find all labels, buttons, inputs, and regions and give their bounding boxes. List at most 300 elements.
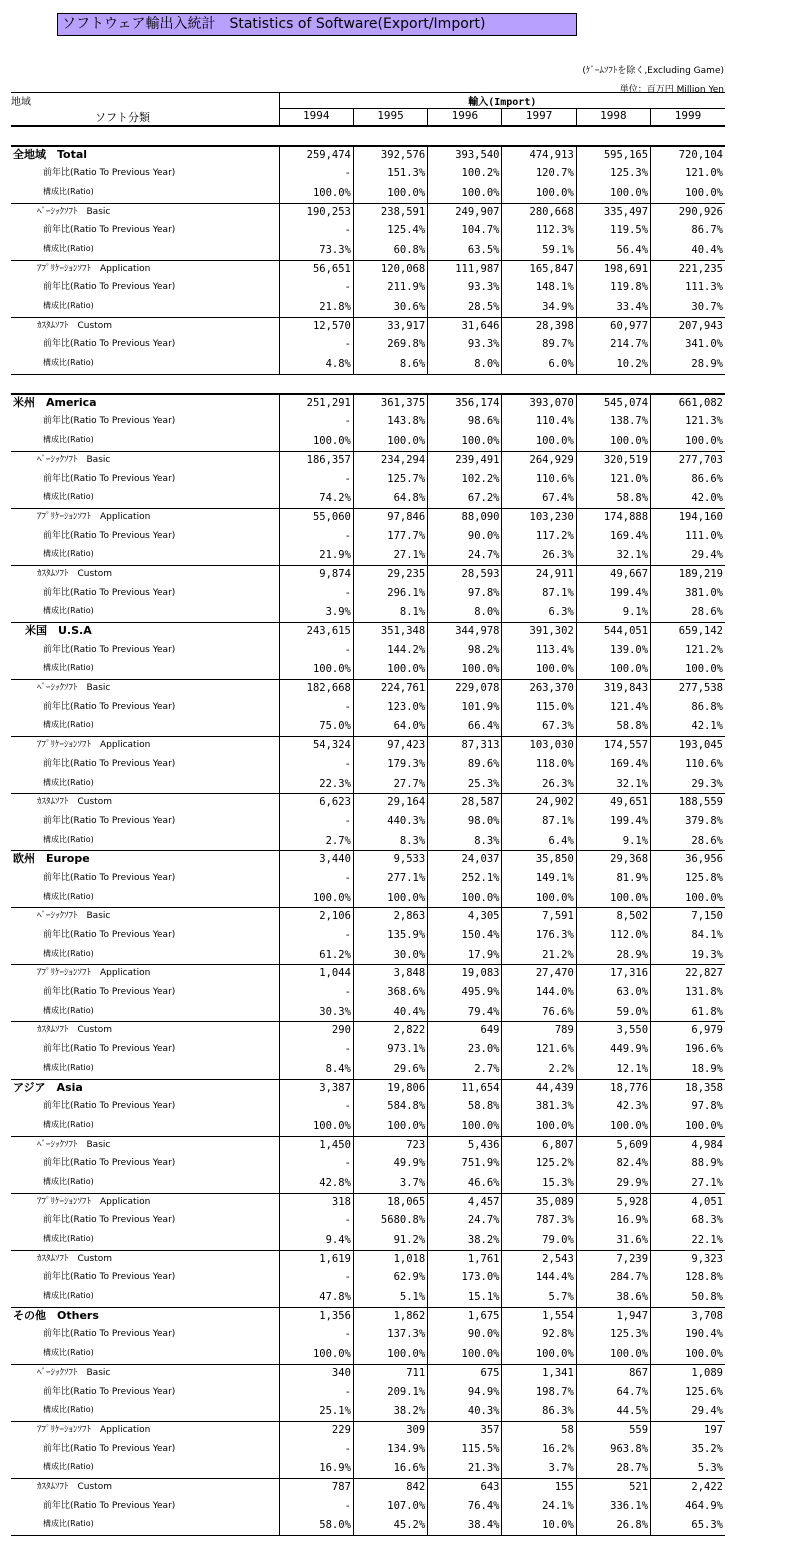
value-cell: 8.0% [428,355,502,374]
value-cell: 42.1% [651,717,725,736]
value-cell: 26.8% [576,1516,650,1535]
value-cell: 36,956 [651,851,725,870]
value-cell: 379.8% [651,813,725,832]
row-label: 構成比(Ratio) [11,1117,279,1136]
value-cell: 18,776 [576,1079,650,1098]
row-label: 前年比(Ratio To Previous Year) [43,758,176,769]
value-cell: 30.0% [353,946,427,965]
row-label: 欧州 Europe [13,852,90,866]
row-label: ﾍﾞｰｼｯｸｿﾌﾄ Basic [37,1367,111,1378]
value-cell: 100.0% [279,889,353,908]
row-label: 構成比(Ratio) [11,660,279,679]
ratio-prev-row [11,585,725,604]
value-cell: 320,519 [576,451,650,470]
value-cell: 190,253 [279,203,353,222]
value-cell: - [279,1441,353,1460]
ratio-row [11,717,725,736]
value-cell: 131.8% [651,984,725,1003]
value-cell: 49.9% [353,1155,427,1174]
value-cell: 4,457 [428,1193,502,1212]
value-cell: 98.0% [428,813,502,832]
value-cell: 115.0% [502,699,576,718]
value-cell: 29,368 [576,851,650,870]
value-cell: 277.1% [353,870,427,889]
value-cell: 243,615 [279,623,353,642]
value-cell: 120.7% [502,165,576,184]
row-label: 前年比(Ratio To Previous Year) [43,1500,176,1511]
value-cell: 64.0% [353,717,427,736]
value-cell: 177.7% [353,528,427,547]
value-cell: 24.7% [428,1212,502,1231]
value-cell: 121.3% [651,413,725,432]
value-cell: 58 [502,1421,576,1440]
ratio-row [11,1402,725,1421]
row-label: 構成比(Ratio) [11,717,279,736]
value-cell: 22,827 [651,965,725,984]
value-cell: 234,294 [353,451,427,470]
value-cell: 1,089 [651,1364,725,1383]
value-cell: 150.4% [428,927,502,946]
value-cell: 9,874 [279,565,353,584]
value-cell: 44.5% [576,1402,650,1421]
row-label: 前年比(Ratio To Previous Year) [43,1158,176,1169]
row-label: ｱﾌﾟﾘｹｰｼｮﾝｿﾌﾄ Application [37,1196,151,1207]
value-cell: 392,576 [353,146,427,166]
ratio-prev-row [11,984,725,1003]
value-cell: 661,082 [651,394,725,414]
value-cell: 5,609 [576,1136,650,1155]
row-label: 構成比(Ratio) [11,1060,279,1079]
value-cell: 2.2% [502,1060,576,1079]
value-cell: 787 [279,1478,353,1497]
value-cell: - [279,222,353,241]
row-label: ﾍﾞｰｼｯｸｿﾌﾄ Basic [37,206,111,217]
category-row [11,1022,725,1041]
value-cell: 221,235 [651,260,725,279]
value-cell: 284.7% [576,1269,650,1288]
value-cell: 3,708 [651,1307,725,1326]
category-row [11,1193,725,1212]
value-cell: 89.7% [502,336,576,355]
ratio-row [11,298,725,317]
value-cell: - [279,1155,353,1174]
value-cell: 391,302 [502,623,576,642]
value-cell: 100.0% [353,889,427,908]
value-cell: 193,045 [651,737,725,756]
value-cell: - [279,813,353,832]
value-cell: 63.0% [576,984,650,1003]
value-cell: 11,654 [428,1079,502,1098]
value-cell: 97,846 [353,508,427,527]
row-label: ｶｽﾀﾑｿﾌﾄ Custom [37,568,112,579]
value-cell: 97.8% [428,585,502,604]
value-cell: 100.0% [502,1345,576,1364]
region-header: 地域 [11,97,31,108]
value-cell: - [279,1326,353,1345]
value-cell: 25.1% [279,1402,353,1421]
value-cell: 6,807 [502,1136,576,1155]
value-cell: 89.6% [428,756,502,775]
value-cell: 4,984 [651,1136,725,1155]
value-cell: 3.7% [502,1459,576,1478]
value-cell: 91.2% [353,1231,427,1250]
value-cell: 87,313 [428,737,502,756]
value-cell: 100.0% [279,184,353,203]
row-label: ｶｽﾀﾑｿﾌﾄ Custom [37,1253,112,1264]
row-label: 構成比(Ratio) [11,432,279,451]
value-cell: 100.2% [428,165,502,184]
value-cell: 82.4% [576,1155,650,1174]
value-cell: 135.9% [353,927,427,946]
value-cell: 3.7% [353,1174,427,1193]
value-cell: 649 [428,1022,502,1041]
row-label: 構成比(Ratio) [11,1459,279,1478]
ratio-row [11,489,725,508]
value-cell: 119.8% [576,279,650,298]
row-label: 構成比(Ratio) [11,241,279,260]
value-cell: 336.1% [576,1498,650,1517]
value-cell: 58.8% [576,489,650,508]
value-cell: 2,543 [502,1250,576,1269]
ratio-prev-row [11,1155,725,1174]
ratio-row [11,775,725,794]
ratio-prev-row [11,1326,725,1345]
value-cell: 58.8% [576,717,650,736]
value-cell: 125.4% [353,222,427,241]
value-cell: 341.0% [651,336,725,355]
row-label: 前年比(Ratio To Previous Year) [43,987,176,998]
value-cell: 100.0% [651,889,725,908]
value-cell: 58.8% [428,1098,502,1117]
value-cell: 111.3% [651,279,725,298]
value-cell: 381.3% [502,1098,576,1117]
category-row [11,1364,725,1383]
ratio-row [11,889,725,908]
value-cell: 125.6% [651,1384,725,1403]
value-cell: 100.0% [428,432,502,451]
value-cell: 290 [279,1022,353,1041]
ratio-row [11,432,725,451]
value-cell: 25.3% [428,775,502,794]
value-cell: 100.0% [576,432,650,451]
category-row [11,1421,725,1440]
value-cell: 61.8% [651,1003,725,1022]
value-cell: 30.3% [279,1003,353,1022]
value-cell: 189,219 [651,565,725,584]
value-cell: 165,847 [502,260,576,279]
value-cell: 125.2% [502,1155,576,1174]
value-cell: 207,943 [651,317,725,336]
value-cell: 94.9% [428,1384,502,1403]
value-cell: 144.4% [502,1269,576,1288]
row-label: 構成比(Ratio) [11,1402,279,1421]
value-cell: 76.6% [502,1003,576,1022]
ratio-row [11,1459,725,1478]
row-label: 前年比(Ratio To Previous Year) [43,1044,176,1055]
value-cell: 26.3% [502,775,576,794]
value-cell: 134.9% [353,1441,427,1460]
value-cell: 100.0% [502,660,576,679]
region-total-row [11,146,725,166]
value-cell: 9.1% [576,603,650,622]
value-cell: 100.0% [502,432,576,451]
value-cell: 100.0% [651,660,725,679]
value-cell: 56,651 [279,260,353,279]
value-cell: 121.6% [502,1041,576,1060]
value-cell: 27,470 [502,965,576,984]
value-cell: 50.8% [651,1288,725,1307]
value-cell: 544,051 [576,623,650,642]
value-cell: 100.0% [576,184,650,203]
value-cell: - [279,927,353,946]
value-cell: 309 [353,1421,427,1440]
value-cell: 3,848 [353,965,427,984]
ratio-prev-row [11,1041,725,1060]
value-cell: 19,083 [428,965,502,984]
value-cell: 151.3% [353,165,427,184]
value-cell: 35.2% [651,1441,725,1460]
value-cell: 449.9% [576,1041,650,1060]
value-cell: 90.0% [428,528,502,547]
value-cell: 100.0% [279,660,353,679]
value-cell: 18,358 [651,1079,725,1098]
value-cell: 2,422 [651,1478,725,1497]
value-cell: 24,902 [502,794,576,813]
value-cell: 4.8% [279,355,353,374]
row-label: 前年比(Ratio To Previous Year) [43,587,176,598]
value-cell: 521 [576,1478,650,1497]
page-title: ソフトウェア輸出入統計 Statistics of Software(Export/Import) [57,13,577,36]
value-cell: 29.3% [651,775,725,794]
value-cell: 139.0% [576,642,650,661]
row-label: 構成比(Ratio) [11,489,279,508]
ratio-prev-row [11,642,725,661]
value-cell: 16.2% [502,1441,576,1460]
value-cell: - [279,279,353,298]
value-cell: 49,651 [576,794,650,813]
value-cell: 100.0% [353,432,427,451]
value-cell: 8.1% [353,603,427,622]
row-label: ｱﾌﾟﾘｹｰｼｮﾝｿﾌﾄ Application [37,1424,151,1435]
value-cell: 214.7% [576,336,650,355]
value-cell: 98.6% [428,413,502,432]
value-cell: 198.7% [502,1384,576,1403]
value-cell: 87.1% [502,813,576,832]
value-cell: 24.7% [428,546,502,565]
value-cell: 74.2% [279,489,353,508]
value-cell: 38.2% [353,1402,427,1421]
value-cell: 44,439 [502,1079,576,1098]
category-row [11,965,725,984]
value-cell: 100.0% [576,1345,650,1364]
value-cell: 340 [279,1364,353,1383]
value-cell: 56.4% [576,241,650,260]
value-cell: 100.0% [576,889,650,908]
row-label: 前年比(Ratio To Previous Year) [43,1215,176,1226]
ratio-prev-row [11,1384,725,1403]
row-label: 前年比(Ratio To Previous Year) [43,644,176,655]
ratio-row [11,184,725,203]
value-cell: 335,497 [576,203,650,222]
value-cell: 27.1% [353,546,427,565]
value-cell: 19,806 [353,1079,427,1098]
row-label: 前年比(Ratio To Previous Year) [43,872,176,883]
ratio-prev-row [11,279,725,298]
row-label: ｶｽﾀﾑｿﾌﾄ Custom [37,797,112,808]
row-label: 構成比(Ratio) [11,832,279,851]
value-cell: 21.8% [279,298,353,317]
row-label: 前年比(Ratio To Previous Year) [43,416,176,427]
row-label: 米国 U.S.A [25,624,92,637]
row-label: ｶｽﾀﾑｿﾌﾄ Custom [37,1025,112,1036]
value-cell: 26.3% [502,546,576,565]
value-cell: 179.3% [353,756,427,775]
value-cell: 8.4% [279,1060,353,1079]
value-cell: 112.0% [576,927,650,946]
value-cell: 263,370 [502,680,576,699]
row-label: 構成比(Ratio) [11,946,279,965]
value-cell: 545,074 [576,394,650,414]
row-label: 構成比(Ratio) [11,1003,279,1022]
value-cell: 29.4% [651,546,725,565]
ratio-prev-row [11,165,725,184]
value-cell: 101.9% [428,699,502,718]
row-label: ｶｽﾀﾑｿﾌﾄ Custom [37,1481,112,1492]
row-label: ﾍﾞｰｼｯｸｿﾌﾄ Basic [37,683,111,694]
value-cell: 659,142 [651,623,725,642]
value-cell: 86.6% [651,471,725,490]
value-cell: - [279,642,353,661]
row-label: 前年比(Ratio To Previous Year) [43,225,176,236]
value-cell: 149.1% [502,870,576,889]
value-cell: - [279,1498,353,1517]
value-cell: 1,044 [279,965,353,984]
value-cell: - [279,471,353,490]
value-cell: 110.6% [502,471,576,490]
value-cell: 28,398 [502,317,576,336]
ratio-row [11,1288,725,1307]
value-cell: 45.2% [353,1516,427,1535]
ratio-prev-row [11,756,725,775]
value-cell: 269.8% [353,336,427,355]
value-cell: 28,587 [428,794,502,813]
value-cell: 264,929 [502,451,576,470]
value-cell: 100.0% [502,889,576,908]
ratio-prev-row [11,870,725,889]
value-cell: 787.3% [502,1212,576,1231]
value-cell: 28.9% [576,946,650,965]
value-cell: - [279,984,353,1003]
ratio-prev-row [11,413,725,432]
ratio-prev-row [11,1269,725,1288]
value-cell: 2.7% [279,832,353,851]
value-cell: 643 [428,1478,502,1497]
ratio-row [11,355,725,374]
value-cell: 35,850 [502,851,576,870]
value-cell: 35,089 [502,1193,576,1212]
value-cell: 100.0% [428,1117,502,1136]
value-cell: 5,928 [576,1193,650,1212]
value-cell: 7,239 [576,1250,650,1269]
row-label: 構成比(Ratio) [11,1288,279,1307]
value-cell: - [279,756,353,775]
value-cell: 60.8% [353,241,427,260]
value-cell: 137.3% [353,1326,427,1345]
ratio-prev-row [11,1441,725,1460]
value-cell: 24,037 [428,851,502,870]
year-header: 1997 [502,109,576,126]
value-cell: 88,090 [428,508,502,527]
value-cell: 68.3% [651,1212,725,1231]
value-cell: 8.3% [428,832,502,851]
value-cell: 65.3% [651,1516,725,1535]
value-cell: 1,619 [279,1250,353,1269]
value-cell: 100.0% [428,889,502,908]
row-label: 前年比(Ratio To Previous Year) [43,1329,176,1340]
value-cell: 9,323 [651,1250,725,1269]
category-row [11,794,725,813]
value-cell: 125.3% [576,1326,650,1345]
value-cell: 81.9% [576,870,650,889]
value-cell: 1,018 [353,1250,427,1269]
value-cell: 357 [428,1421,502,1440]
value-cell: 67.4% [502,489,576,508]
value-cell: 440.3% [353,813,427,832]
ratio-prev-row [11,1212,725,1231]
ratio-row [11,546,725,565]
value-cell: 42.8% [279,1174,353,1193]
row-label: ﾍﾞｰｼｯｸｿﾌﾄ Basic [37,1139,111,1150]
value-cell: 103,030 [502,737,576,756]
value-cell: 125.7% [353,471,427,490]
value-cell: 842 [353,1478,427,1497]
value-cell: 12,570 [279,317,353,336]
region-total-row [11,623,725,642]
year-header: 1999 [651,109,725,126]
value-cell: 58.0% [279,1516,353,1535]
row-label: ｱﾌﾟﾘｹｰｼｮﾝｿﾌﾄ Application [37,740,151,751]
value-cell: 100.0% [428,184,502,203]
value-cell: 229 [279,1421,353,1440]
value-cell: 32.1% [576,546,650,565]
value-cell: 115.5% [428,1441,502,1460]
value-cell: 29,235 [353,565,427,584]
value-cell: 100.0% [576,660,650,679]
row-label: ｱﾌﾟﾘｹｰｼｮﾝｿﾌﾄ Application [37,263,151,274]
value-cell: 64.7% [576,1384,650,1403]
value-cell: 209.1% [353,1384,427,1403]
value-cell: 93.3% [428,279,502,298]
value-cell: - [279,1212,353,1231]
value-cell: 33.4% [576,298,650,317]
value-cell: 22.3% [279,775,353,794]
value-cell: 3,550 [576,1022,650,1041]
value-cell: 368.6% [353,984,427,1003]
value-cell: 61.2% [279,946,353,965]
value-cell: 47.8% [279,1288,353,1307]
value-cell: 59.1% [502,241,576,260]
value-cell: 2,822 [353,1022,427,1041]
row-label: 前年比(Ratio To Previous Year) [43,1443,176,1454]
value-cell: 100.0% [428,660,502,679]
value-cell: 148.1% [502,279,576,298]
row-label: 前年比(Ratio To Previous Year) [43,701,176,712]
value-cell: 19.3% [651,946,725,965]
value-cell: 120,068 [353,260,427,279]
value-cell: 100.0% [651,184,725,203]
value-cell: 121.4% [576,699,650,718]
value-cell: 111.0% [651,528,725,547]
